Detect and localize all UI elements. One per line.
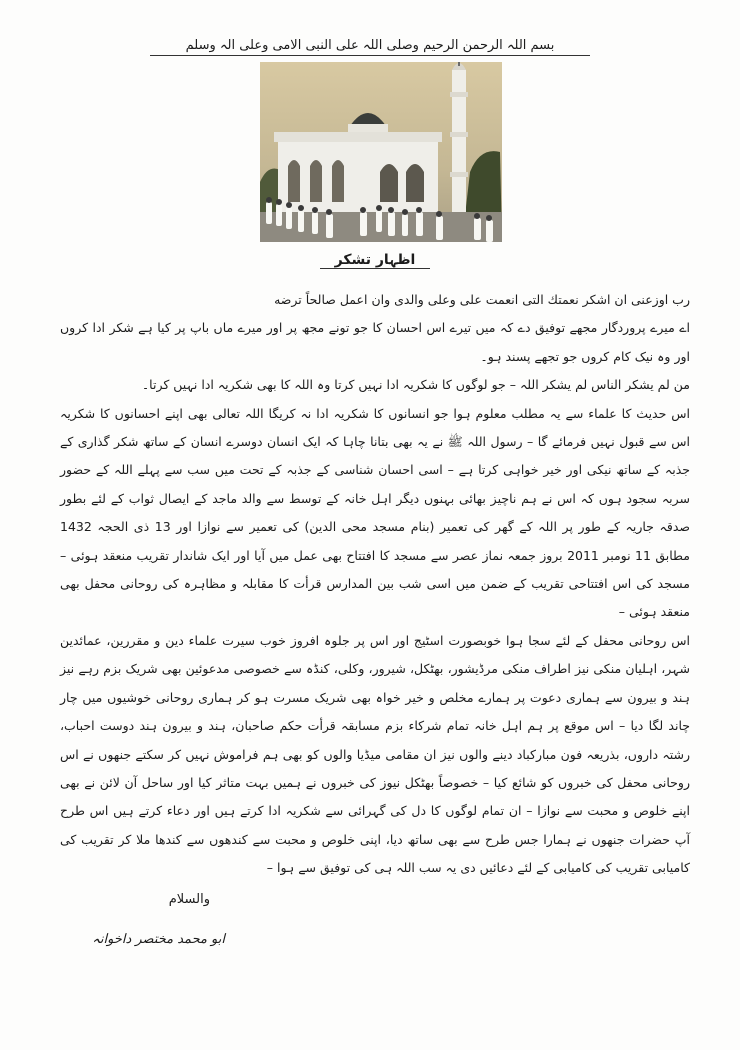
bismillah-heading: بسم اللہ الرحمن الرحیم وصلی اللہ علی النبی الامی وعلی الہ وسلم [150,38,590,56]
paragraph-gratitude: اس حدیث کا علماء سے یہ مطلب معلوم ہوا جو انسانوں کا شکریہ ادا نہ کریگا اللہ تعالی بھی اپنے احسانوں کا شکریہ اس سے قبول نہیں فرمائے گا – رسول اللہ ﷺ نے یہ بھی بتانا چاہا کہ ایک انسان دوسرے انسان کے ساتھ شکر گذاری کے جذبہ کے ساتھ نیکی اور خیر خواہی کرتا ہے – اسی احسان شناسی کے جذبہ کے تحت میں سب سے پہلے اللہ کے حضور سربہ سجود ہوں کہ اس نے ہم ناچیز بھائی بہنوں دیگر اہل خانہ کے توسط سے والد ماجد کے ایصال ثواب کے لئے بطور صدقہ جاریہ کے طور پر اللہ کے گھر کی تعمیر (بنام مسجد محی الدین) کی تعمیر سے نوازا اور 13 ذی الحجہ 1432 مطابق 11 نومبر 2011 بروز جمعہ نماز عصر سے مسجد کا افتتاح بھی عمل میں آیا اور ایک شاندار تقریب منعقد ہوئی – مسجد کی اس افتتاحی تقریب کے ضمن میں اسی شب بین المدارس قرأت کا مقابلہ و مظاہرہ کی روحانی محفل بھی منعقد ہوئی – [60,405,690,620]
mosque-illustration [260,62,502,242]
photo-caption: اظہار تشکر [320,252,430,269]
hadith-line: من لم یشکر الناس لم یشکر اللہ – جو لوگوں کا شکریہ ادا نہیں کرتا وہ اللہ کا بھی شکریہ ادا نہیں کرتا۔ [141,377,690,393]
paragraph-event: اس روحانی محفل کے لئے سجا ہوا خوبصورت اسٹیج اور اس پر جلوہ افروز خوب سیرت علماء دین و مقررین، عمائدین شہر، اہلیان منکی نیز اطراف منکی مرڈیشور، بھٹکل، شیرور، وکلی، کنڈہ سے خصوصی مدعوئین بھی شریک بزم رہے نیز ہند و بیرون سے ہماری دعوت پر ہمارے مخلص و خیر خواہ بھی شریک مسرت ہو کر ہماری روحانی خوشیوں میں چار چاند لگا دیا – اس موقع پر ہم اہل خانہ تمام شرکاء بزم مسابقہ قرأت حکم صاحبان، ہند و بیرون ہند دوست احباب، رشتہ داروں، بذریعہ فون مبارکباد دینے والوں نیز ان مقامی میڈیا والوں کو بھی ہم فراموش نہیں کر سکتے جنھوں نے اس روحانی محفل کی خبروں کو شائع کیا – خصوصاً بھٹکل نیوز کی خبروں نے ہمیں بہت متاثر کیا اور ساحل آن لائن نے بھی اپنے خلوص و محبت سے نوازا – ان تمام لوگوں کا دل کی گہرائی سے شکریہ ادا کرتے ہیں اور دعاء کرتے ہیں اس طرح آپ حضرات جنھوں نے ہمارا جس طرح سے بھی ساتھ دیا، اپنی خلوص و محبت سے کندھوں سے کندھا ملا کر تقریب کی کامیابی تقریب کی کامیابی کے لئے دعائیں دی یہ سب اللہ ہی کی توفیق سے ہوا – [60,632,690,876]
salutation: والسلام [168,892,210,907]
mosque-photo [260,62,502,242]
letter-body [60,286,690,883]
verse-translation: اے میرے پروردگار مجھے توفیق دے کہ میں تیرے اس احسان کا جو تونے مجھ پر اور میرے ماں باپ پر کیا ہے شکر ادا کروں اور وہ نیک کام کروں جو تجھے پسند ہو۔ [60,320,690,364]
quran-verse: رب اوزعنی ان اشکر نعمتك التی انعمت علی وعلی والدی وان اعمل صالحاً ترضه [274,292,690,307]
signature: ابو محمد مختصر داخوانہ [92,932,225,947]
